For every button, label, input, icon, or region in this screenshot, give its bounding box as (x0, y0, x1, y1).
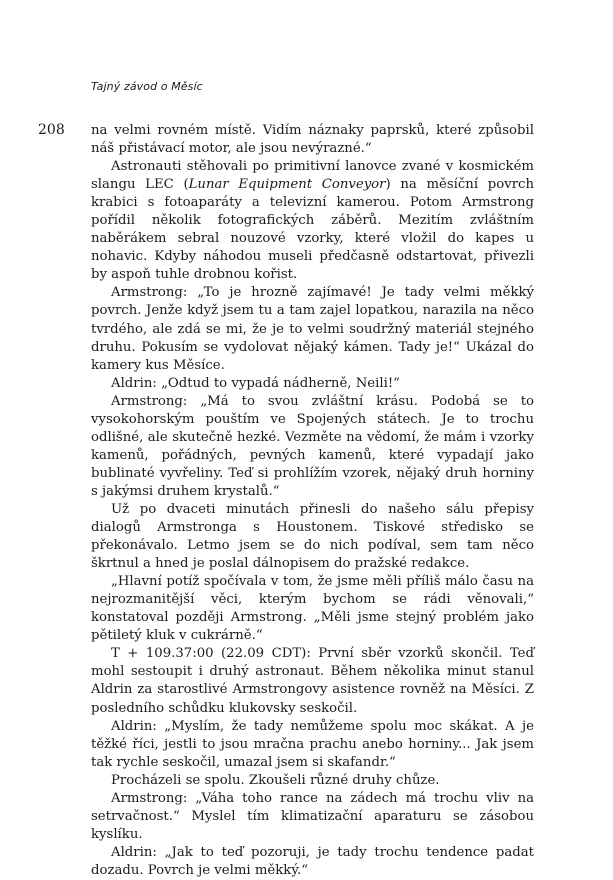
page-number: 208 (38, 122, 65, 138)
paragraph: Armstrong: „To je hrozně zajímavé! Je tady velmi měkký povrch. Jenže když jsem tu a tam zajel lopatkou, narazila na něco tvrdého, ale zdá se mi, že je to velmi soudržný materiál stejného druhu. Pokusím se vydolovat nějaký kámen. Tady je!“ Ukázal do kamery kus Měsíce. (91, 285, 534, 373)
paragraph: T + 109.37:00 (22.09 CDT): První sběr vzorků skončil. Teď mohl sestoupit i druhý astronaut. Během několika minut stanul Aldrin za starostlivé Armstrongovy asistence rovněž na Měsíci. Z posledního schůdku klukovsky seskočil. (91, 646, 534, 716)
paragraph: na velmi rovném místě. Vidím náznaky paprsků, které způsobil náš přistávací motor, ale jsou nevýrazné.“ (91, 123, 534, 157)
running-head: Tajný závod o Měsíc (91, 80, 203, 93)
paragraph: Aldrin: „Odtud to vypadá nádherně, Neili!“ (111, 375, 400, 391)
paragraph-text: ) na měsíční povrch krabici s fotoaparáty a televizní kamerou. Potom Armstrong pořídil několik fotografických záběrů. Mezitím zvláštním naběrákem sebral nouzové vzorky, které vložil do kapes u nohavic. Kdyby náhodou museli předčasně odstartovat, přivezli by aspoň tuhle drobnou kořist. (91, 177, 534, 283)
paragraph: „Hlavní potíž spočívala v tom, že jsme měli příliš málo času na nejrozmanitější věci, kterým bychom se rádi věnovali,“ konstatoval později Armstrong. „Měli jsme stejný problém jako pětiletý kluk v cukrárně.“ (91, 574, 534, 644)
paragraph: Aldrin: „Myslím, že tady nemůžeme spolu moc skákat. A je těžké říci, jestli to jsou mračna prachu anebo horniny... Jak jsem tak rychle seskočil, umazal jsem si skafandr.“ (91, 718, 534, 770)
body-text (91, 122, 534, 880)
paragraph: Už po dvaceti minutách přinesli do našeho sálu přepisy dialogů Armstronga s Houstonem. Tiskové středisko se překonávalo. Letmo jsem se do nich podíval, sem tam něco škrtnul a hned je poslal dálnopisem do pražské redakce. (91, 501, 534, 572)
paragraph-italic-term: Lunar Equipment Conveyor (188, 177, 386, 193)
paragraph: Armstrong: „Má to svou zvláštní krásu. Podobá se to vysokohorským pouštím ve Spojených státech. Je to trochu odlišné, ale skutečně hezké. Vezměte na vědomí, že mám i vzorky kamenů, pořádných, pevných kamenů, které vypadají jako bublinaté vyvřeliny. Teď si prohlížím vzorek, nějaký druh horniny s jakýmsi druhem krystalů.“ (91, 393, 534, 499)
paragraph (91, 158, 534, 284)
paragraph-text: Astronauti stěhovali po primitivní lanovce zvané v kosmickém slangu LEC ( (91, 159, 534, 193)
paragraph: Aldrin: „Jak to teď pozoruji, je tady trochu tendence padat dozadu. Povrch je velmi měkký.“ (91, 844, 534, 878)
paragraph: Armstrong: „Váha toho rance na zádech má trochu vliv na setrvačnost.“ Myslel tím klimatizační aparaturu se zásobou kyslíku. (91, 790, 534, 842)
paragraph: Procházeli se spolu. Zkoušeli různé druhy chůze. (111, 772, 440, 788)
